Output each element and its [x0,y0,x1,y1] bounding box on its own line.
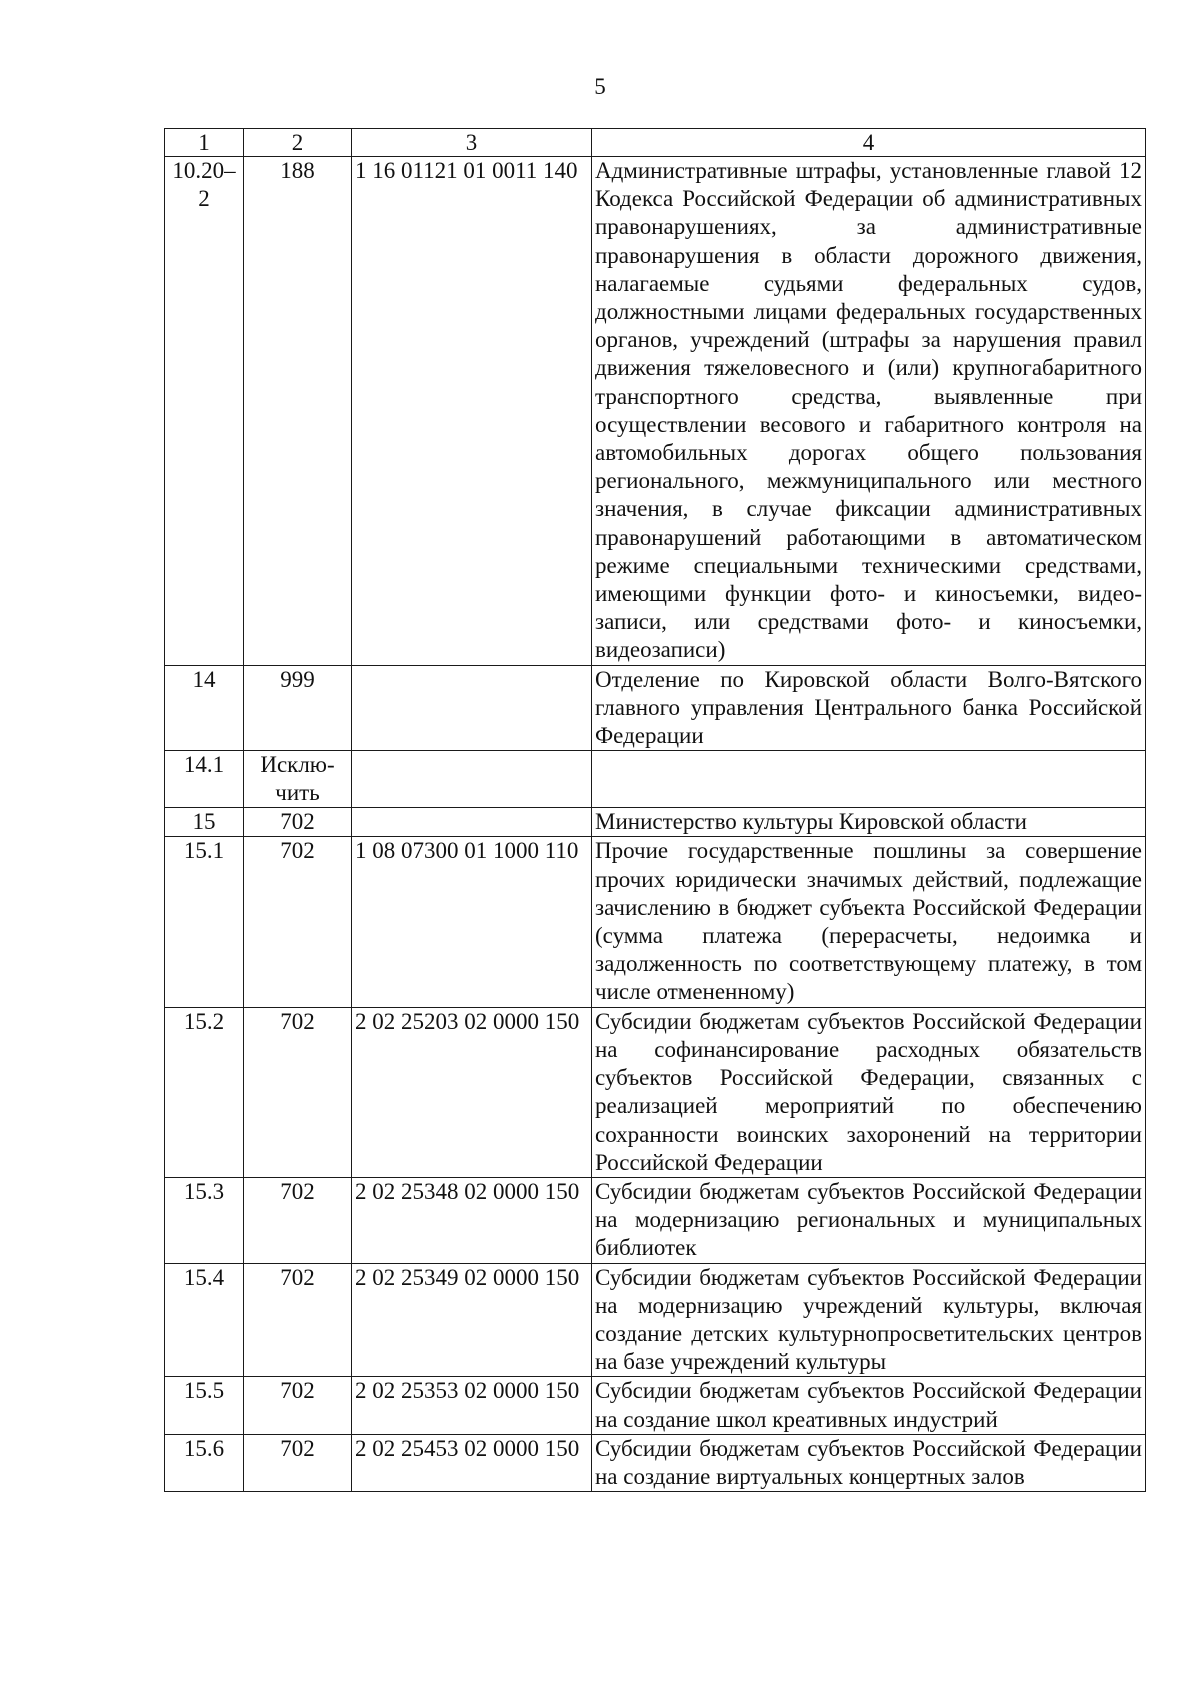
column-header-4: 4 [592,129,1146,157]
admin-code [244,751,352,808]
exclude-label: Исключить [260,752,335,806]
row-number: 15.6 [165,1434,244,1491]
admin-code: 702 [244,1434,352,1491]
row-number: 15.2 [165,1007,244,1177]
table-row [165,1377,1146,1434]
admin-code: 702 [244,1177,352,1263]
revenue-name: Прочие государственные пошлины за совершение прочих юридически значимых действий, подлежащие зачислению в бюджет субъекта Российской Федерации (сумма платежа (перерасчеты, недоимка и задолженность по соответствующему платежу, в том числе отмененному) [592,837,1146,1007]
budget-classification-code: 1 08 07300 01 1000 110 [352,837,592,1007]
budget-classification-code [352,808,592,837]
revenue-name [592,751,1146,808]
admin-code: 702 [244,808,352,837]
budget-classification-code: 2 02 25203 02 0000 150 [352,1007,592,1177]
column-header-3: 3 [352,129,592,157]
table-row [165,1007,1146,1177]
budget-classification-code: 1 16 01121 01 0011 140 [352,157,592,666]
revenue-name: Административные штрафы, установленные главой 12 Кодекса Российской Федерации об административных правонарушениях, за административные правонарушения в области дорожного движения, налагаемые судьями федеральных судов, должностными лицами федеральных государственных органов, учреждений (штрафы за нарушения правил движения тяжеловесного и (или) крупногабаритного транспортного средства, выявленные при осуществлении весового и габаритного контроля на автомобильных дорогах общего пользования регионального, межмуниципального или местного значения, в случае фиксации административных правонарушений работающими в автоматическом режиме специальными техническими средствами, имеющими функции фото- и киносъемки, видео-записи, или средствами фото- и киносъемки, видеозаписи) [592,157,1146,666]
table-row [165,1177,1146,1263]
admin-code: 999 [244,665,352,751]
revenue-name: Отделение по Кировской области Волго-Вятского главного управления Центрального банка Российской Федерации [592,665,1146,751]
revenue-name: Субсидии бюджетам субъектов Российской Федерации на создание виртуальных концертных залов [592,1434,1146,1491]
budget-classification-code [352,665,592,751]
budget-classification-code: 2 02 25348 02 0000 150 [352,1177,592,1263]
row-number: 15.3 [165,1177,244,1263]
revenue-name: Субсидии бюджетам субъектов Российской Федерации на создание школ креативных индустрий [592,1377,1146,1434]
page-number: 5 [594,74,606,99]
admin-code: 702 [244,1007,352,1177]
admin-code: 702 [244,1263,352,1377]
table-row [165,837,1146,1007]
budget-classification-code: 2 02 25453 02 0000 150 [352,1434,592,1491]
row-number: 14 [165,665,244,751]
row-number: 15 [165,808,244,837]
revenue-name: Субсидии бюджетам субъектов Российской Федерации на софинансирование расходных обязательств субъектов Российской Федерации, связанных с реализацией мероприятий по обеспечению сохранности воинских захоронений на территории Российской Федерации [592,1007,1146,1177]
row-number: 14.1 [165,751,244,808]
row-number: 15.1 [165,837,244,1007]
budget-codes-table [164,128,1146,1492]
table-row [165,665,1146,751]
admin-code: 702 [244,1377,352,1434]
table-row [165,1434,1146,1491]
row-number: 10.20–2 [165,157,244,666]
column-header-2: 2 [244,129,352,157]
admin-code: 188 [244,157,352,666]
table-header-row [165,129,1146,157]
table-row [165,808,1146,837]
row-number: 15.4 [165,1263,244,1377]
revenue-name: Субсидии бюджетам субъектов Российской Федерации на модернизацию учреждений культуры, включая создание детских культурнопросветительских центров на базе учреждений культуры [592,1263,1146,1377]
column-header-1: 1 [165,129,244,157]
table-row [165,751,1146,808]
budget-classification-code [352,751,592,808]
budget-classification-code: 2 02 25349 02 0000 150 [352,1263,592,1377]
table-row [165,157,1146,666]
row-number: 15.5 [165,1377,244,1434]
table-row [165,1263,1146,1377]
revenue-name: Министерство культуры Кировской области [592,808,1146,837]
revenue-name: Субсидии бюджетам субъектов Российской Федерации на модернизацию региональных и муниципальных библиотек [592,1177,1146,1263]
admin-code: 702 [244,837,352,1007]
budget-classification-code: 2 02 25353 02 0000 150 [352,1377,592,1434]
